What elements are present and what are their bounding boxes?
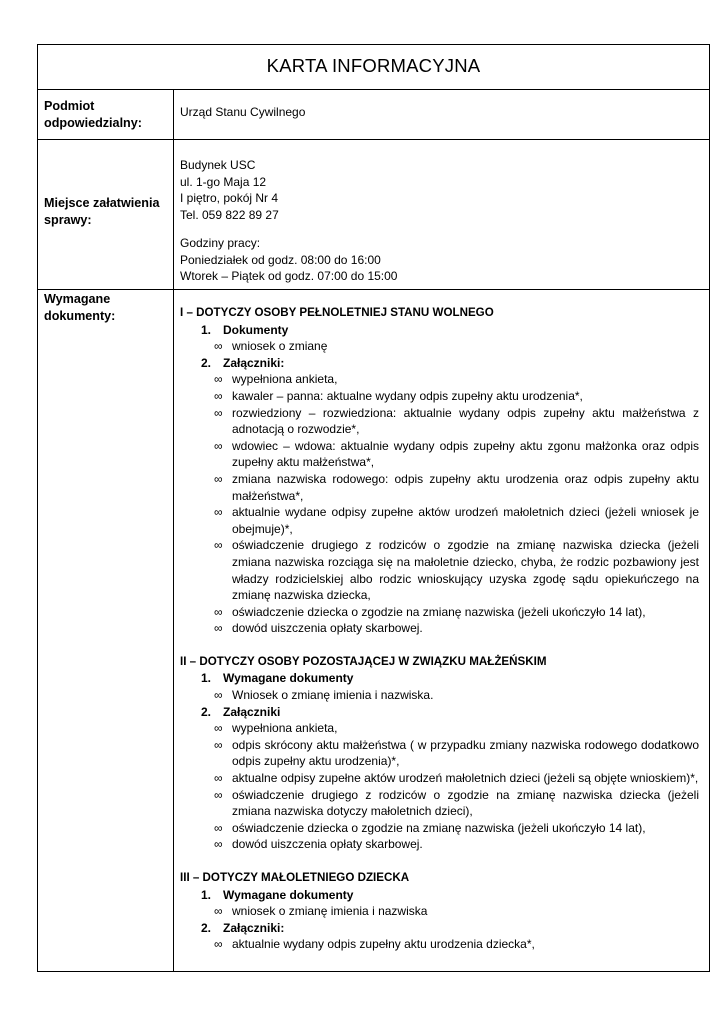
- group-title: Wymagane dokumenty: [223, 671, 354, 686]
- list-item-text: aktualnie wydane odpisy zupełne aktów urodzeń małoletnich dzieci (jeżeli wniosek je obejmuje)*,: [232, 505, 699, 536]
- list-item-text: odpis skrócony aktu małżeństwa ( w przypadku zmiany nazwiska rodowego dodatkowo odpis zupełny aktu urodzenia)*,: [232, 737, 699, 769]
- value-place-of-service: [180, 157, 701, 285]
- row-place-of-service: [38, 139, 709, 290]
- infinity-bullet-icon: ∞: [214, 471, 223, 486]
- list-number: 1.: [201, 671, 212, 686]
- row-responsible-entity: [38, 89, 709, 140]
- numbered-heading: [180, 355, 699, 372]
- label-responsible-entity: Podmiot odpowiedzialny:: [44, 99, 142, 130]
- infinity-bullet-icon: ∞: [214, 787, 223, 802]
- infinity-bullet-icon: ∞: [214, 505, 223, 520]
- group-title: Załączniki:: [223, 920, 285, 935]
- infinity-bullet-icon: ∞: [214, 721, 223, 736]
- group-title: Załączniki: [223, 704, 281, 719]
- label-place-of-service: Miejsce załatwienia sprawy:: [44, 196, 160, 227]
- group-title: Dokumenty: [223, 322, 289, 337]
- numbered-heading: [180, 322, 699, 339]
- value-responsible-entity: Urząd Stanu Cywilnego: [180, 105, 306, 119]
- infinity-bullet-icon: ∞: [214, 339, 223, 354]
- infinity-bullet-icon: ∞: [214, 771, 223, 786]
- list-item-text: oświadczenie drugiego z rodziców o zgodzie na zmianę nazwiska dziecka (jeżeli zmiana nazwiska rozciąga się na małoletnie dziecko, chyba, że rodzic pozbawiony jest władzy rodzicielskiej albo rodzic wnioskujący uzyska zgodę sądu opiekuńczego na zmianę nazwiska dziecka,: [232, 538, 699, 603]
- list-item: [180, 770, 699, 787]
- list-item: [180, 720, 699, 737]
- list-item-text: wniosek o zmianę imienia i nazwiska: [232, 904, 428, 919]
- infinity-bullet-icon: ∞: [214, 937, 223, 952]
- information-card: [37, 44, 710, 972]
- label-required-documents: Wymagane dokumenty:: [44, 292, 116, 323]
- list-item-text: dowód uiszczenia opłaty skarbowej.: [232, 621, 423, 636]
- required-documents-content: [180, 305, 699, 953]
- list-item-text: wypełniona ankieta,: [232, 372, 338, 387]
- infinity-bullet-icon: ∞: [214, 904, 223, 919]
- list-item: [180, 787, 699, 820]
- row-required-documents: [38, 289, 709, 973]
- list-item-text: oświadczenie dziecka o zgodzie na zmianę nazwiska (jeżeli ukończyło 14 lat),: [232, 820, 646, 835]
- list-item-text: kawaler – panna: aktualne wydany odpis zupełny aktu urodzenia*,: [232, 388, 583, 403]
- list-item: [180, 737, 699, 770]
- address-line: Budynek USC: [180, 158, 256, 172]
- list-item: [180, 936, 699, 953]
- title-row: [38, 45, 709, 90]
- numbered-heading: [180, 704, 699, 721]
- list-item: [180, 687, 699, 704]
- hours-line: Poniedziałek od godz. 08:00 do 16:00: [180, 252, 381, 267]
- numbered-heading: [180, 887, 699, 904]
- infinity-bullet-icon: ∞: [214, 372, 223, 387]
- list-item: [180, 903, 699, 920]
- infinity-bullet-icon: ∞: [214, 837, 223, 852]
- list-item: [180, 504, 699, 537]
- list-item: [180, 471, 699, 504]
- list-item-text: wypełniona ankieta,: [232, 721, 338, 736]
- section-title: I – DOTYCZY OSOBY PEŁNOLETNIEJ STANU WOLNEGO: [180, 306, 494, 319]
- list-item-text: aktualne odpisy zupełne aktów urodzeń małoletnich dzieci (jeżeli są objęte wnioskiem)*,: [232, 771, 699, 786]
- list-item: [180, 438, 699, 471]
- list-item: [180, 820, 699, 837]
- infinity-bullet-icon: ∞: [214, 621, 223, 636]
- document-title: KARTA INFORMACYJNA: [266, 55, 481, 76]
- infinity-bullet-icon: ∞: [214, 820, 223, 835]
- infinity-bullet-icon: ∞: [214, 388, 223, 403]
- list-item-text: zmiana nazwiska rodowego: odpis zupełny aktu urodzenia oraz odpis zupełny aktu małżeństwa*,: [232, 471, 699, 503]
- list-item-text: oświadczenie dziecka o zgodzie na zmianę nazwiska (jeżeli ukończyło 14 lat),: [232, 604, 646, 619]
- list-item: [180, 371, 699, 388]
- list-item-text: wdowiec – wdowa: aktualnie wydany odpis zupełny aktu zgonu małżonka oraz odpis zupełny aktu małżeństwa*,: [232, 438, 699, 470]
- list-item: [180, 620, 699, 637]
- infinity-bullet-icon: ∞: [214, 604, 223, 619]
- infinity-bullet-icon: ∞: [214, 737, 223, 752]
- list-item-text: aktualnie wydany odpis zupełny aktu urodzenia dziecka*,: [232, 937, 535, 952]
- infinity-bullet-icon: ∞: [214, 405, 223, 420]
- infinity-bullet-icon: ∞: [214, 688, 223, 703]
- section-title: II – DOTYCZY OSOBY POZOSTAJĄCEJ W ZWIĄZKU MAŁŻEŃSKIM: [180, 654, 547, 668]
- phone-line: Tel. 059 822 89 27: [180, 207, 279, 222]
- list-item: [180, 836, 699, 853]
- list-item-text: Wniosek o zmianę imienia i nazwiska.: [232, 688, 434, 703]
- list-item: [180, 405, 699, 438]
- list-number: 2.: [201, 920, 212, 935]
- hours-heading: Godziny pracy:: [180, 236, 261, 250]
- address-line: ul. 1-go Maja 12: [180, 174, 267, 189]
- list-number: 2.: [201, 355, 212, 370]
- infinity-bullet-icon: ∞: [214, 538, 223, 553]
- list-item-text: rozwiedziony – rozwiedziona: aktualnie wydany odpis zupełny aktu małżeństwa z adnotacją o rozwodzie*,: [232, 405, 699, 437]
- list-item: [180, 388, 699, 405]
- address-line: I piętro, pokój Nr 4: [180, 191, 279, 205]
- list-item-text: wniosek o zmianę: [232, 339, 328, 354]
- list-number: 2.: [201, 704, 212, 719]
- list-item-text: oświadczenie drugiego z rodziców o zgodzie na zmianę nazwiska dziecka (jeżeli zmiana nazwiska dotyczy małoletnich dzieci),: [232, 787, 699, 819]
- list-item-text: dowód uiszczenia opłaty skarbowej.: [232, 837, 423, 852]
- list-number: 1.: [201, 322, 212, 337]
- section-title: III – DOTYCZY MAŁOLETNIEGO DZIECKA: [180, 871, 410, 884]
- numbered-heading: [180, 920, 699, 937]
- hours-line: Wtorek – Piątek od godz. 07:00 do 15:00: [180, 269, 398, 283]
- numbered-heading: [180, 670, 699, 687]
- list-item: [180, 604, 699, 621]
- group-title: Wymagane dokumenty: [223, 887, 354, 902]
- list-item: [180, 338, 699, 355]
- infinity-bullet-icon: ∞: [214, 438, 223, 453]
- group-title: Załączniki:: [223, 355, 285, 370]
- list-number: 1.: [201, 887, 212, 902]
- list-item: [180, 537, 699, 603]
